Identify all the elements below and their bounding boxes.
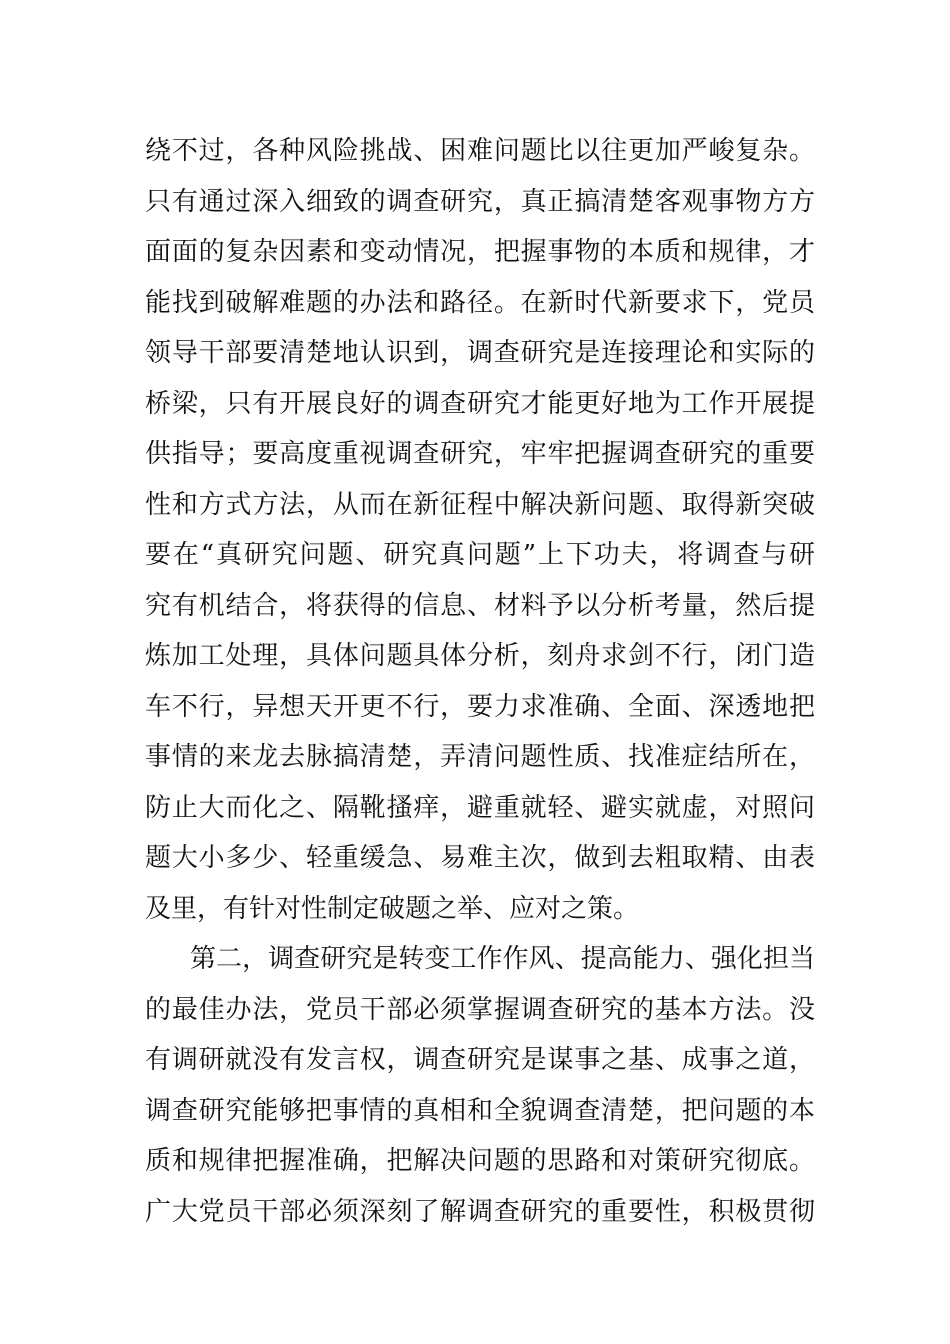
text-line: 炼加工处理，具体问题具体分析，刻舟求剑不行，闭门造 — [145, 641, 815, 671]
text-line: 调查研究能够把事情的真相和全貌调查清楚，把问题的本 — [145, 1095, 815, 1126]
text-line: 的最佳办法，党员干部必须掌握调查研究的基本方法。没 — [145, 994, 815, 1025]
text-line: 绕不过，各种风险挑战、困难问题比以往更加严峻复杂。 — [145, 136, 815, 166]
text-line: 桥梁，只有开展良好的调查研究才能更好地为工作开展提 — [145, 388, 815, 419]
text-line: 有调研就没有发言权，调查研究是谋事之基、成事之道， — [145, 1045, 815, 1075]
text-line: 防止大而化之、隔靴搔痒，避重就轻、避实就虚，对照问 — [145, 792, 815, 823]
paragraph-start-line: 第二，调查研究是转变工作作风、提高能力、强化担当 — [190, 944, 815, 974]
text-line: 广大党员干部必须深刻了解调查研究的重要性，积极贯彻 — [145, 1196, 815, 1227]
text-line: 题大小多少、轻重缓急、易难主次，做到去粗取精、由表 — [145, 843, 815, 873]
text-line: 车不行，异想天开更不行，要力求准确、全面、深透地把 — [145, 691, 815, 722]
text-line: 性和方式方法，从而在新征程中解决新问题、取得新突破 — [145, 489, 815, 520]
text-line: 面面的复杂因素和变动情况，把握事物的本质和规律，才 — [145, 237, 815, 267]
text-line: 究有机结合，将获得的信息、材料予以分析考量，然后提 — [145, 590, 815, 621]
text-line: 事情的来龙去脉搞清楚，弄清问题性质、找准症结所在， — [145, 742, 815, 772]
text-line: 质和规律把握准确，把解决问题的思路和对策研究彻底。 — [145, 1146, 815, 1176]
text-line: 供指导；要高度重视调查研究，牢牢把握调查研究的重要 — [145, 439, 815, 469]
body-text — [145, 126, 815, 1237]
text-line: 要在“真研究问题、研究真问题”上下功夫，将调查与研 — [145, 540, 815, 570]
text-line: 只有通过深入细致的调查研究，真正搞清楚客观事物方方 — [145, 186, 815, 217]
paragraph-end-line: 及里，有针对性制定破题之举、应对之策。 — [145, 893, 640, 924]
text-line: 领导干部要清楚地认识到，调查研究是连接理论和实际的 — [145, 338, 815, 368]
text-line: 能找到破解难题的办法和路径。在新时代新要求下，党员 — [145, 287, 815, 318]
